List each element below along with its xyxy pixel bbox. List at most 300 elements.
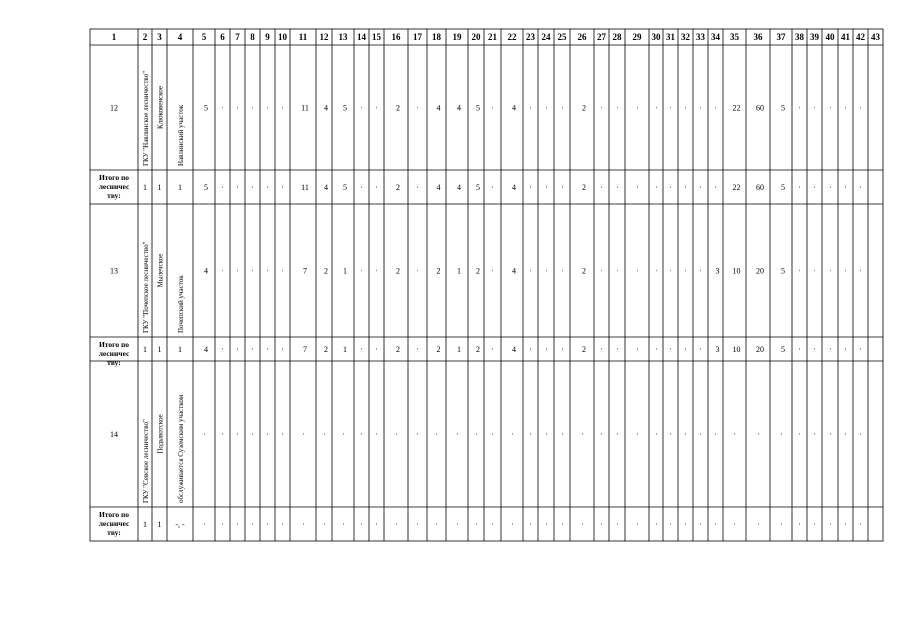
value-cell: 1 bbox=[343, 266, 347, 276]
column-number-4: 4 bbox=[177, 32, 183, 42]
value-cell: 5 bbox=[781, 103, 785, 113]
value-cell: - bbox=[528, 433, 535, 435]
value-cell: - bbox=[374, 106, 381, 109]
column-number-31: 31 bbox=[666, 32, 675, 42]
value-cell: - bbox=[797, 348, 804, 350]
value-cell: - bbox=[510, 523, 516, 525]
value-cell: 5 bbox=[781, 266, 785, 276]
value-cell: - bbox=[359, 523, 366, 525]
column-number-11: 11 bbox=[298, 32, 308, 42]
value-cell: - bbox=[779, 433, 785, 435]
column-number-15: 15 bbox=[372, 32, 381, 42]
value-cell: - bbox=[599, 433, 606, 435]
value-cell: - bbox=[510, 433, 516, 435]
value-cell: - bbox=[797, 433, 804, 435]
total-label: лесничес bbox=[98, 349, 130, 358]
value-cell: - bbox=[698, 523, 705, 525]
value-cell: 4 bbox=[512, 266, 516, 276]
value-cell: - bbox=[220, 269, 227, 272]
column-number-16: 16 bbox=[391, 32, 401, 42]
value-cell: - bbox=[635, 269, 641, 272]
value-cell: - bbox=[843, 106, 850, 109]
value-cell: 20 bbox=[756, 345, 764, 354]
total-c4: 1 bbox=[178, 183, 182, 192]
value-cell: - bbox=[683, 523, 690, 525]
value-cell: 22 bbox=[732, 103, 741, 113]
total-c3: 1 bbox=[157, 183, 162, 192]
value-cell: - bbox=[828, 523, 834, 525]
value-cell: 2 bbox=[436, 266, 441, 276]
value-cell: 60 bbox=[756, 103, 764, 113]
value-cell: - bbox=[202, 523, 208, 525]
place-name: Клюковенское bbox=[156, 86, 165, 129]
value-cell: - bbox=[858, 348, 865, 350]
value-cell: 5 bbox=[781, 183, 785, 192]
column-number-29: 29 bbox=[632, 32, 642, 42]
table-border bbox=[90, 29, 883, 541]
column-number-41: 41 bbox=[841, 32, 850, 42]
value-cell: 7 bbox=[303, 345, 307, 354]
value-cell: - bbox=[544, 269, 550, 272]
value-cell: - bbox=[301, 523, 307, 525]
value-cell: - bbox=[812, 433, 819, 435]
total-label: тву: bbox=[107, 358, 121, 367]
value-cell: - bbox=[415, 348, 422, 350]
value-cell: - bbox=[280, 523, 287, 525]
value-cell: 4 bbox=[512, 103, 516, 113]
value-cell: - bbox=[858, 269, 865, 272]
org-name: ГКУ "Почепское лесничество" bbox=[142, 241, 150, 333]
value-cell: - bbox=[220, 348, 227, 350]
value-cell: 4 bbox=[436, 183, 441, 192]
value-cell: - bbox=[359, 186, 366, 188]
value-cell: - bbox=[779, 523, 785, 525]
value-cell: - bbox=[683, 433, 690, 435]
column-number-1: 1 bbox=[111, 32, 117, 42]
value-cell: - bbox=[394, 523, 400, 525]
value-cell: 5 bbox=[343, 103, 347, 113]
column-number-28: 28 bbox=[612, 32, 622, 42]
value-cell: - bbox=[490, 269, 497, 272]
value-cell: - bbox=[812, 523, 819, 525]
value-cell: - bbox=[394, 433, 400, 435]
value-cell: - bbox=[322, 433, 328, 435]
value-cell: - bbox=[528, 523, 535, 525]
value-cell: 4 bbox=[457, 103, 461, 113]
column-number-13: 13 bbox=[338, 32, 348, 42]
value-cell: 11 bbox=[301, 183, 309, 192]
value-cell: - bbox=[560, 186, 566, 188]
value-cell: 1 bbox=[343, 345, 347, 354]
value-cell: - bbox=[280, 186, 287, 188]
value-cell: - bbox=[812, 186, 819, 188]
value-cell: - bbox=[828, 433, 834, 435]
value-cell: - bbox=[528, 269, 535, 272]
value-cell: - bbox=[474, 433, 480, 435]
value-cell: - bbox=[812, 106, 819, 109]
value-cell: 2 bbox=[476, 266, 480, 276]
value-cell: - bbox=[301, 433, 307, 435]
value-cell: 3 bbox=[715, 345, 720, 354]
value-cell: - bbox=[280, 348, 287, 350]
value-cell: - bbox=[615, 523, 621, 525]
value-cell: - bbox=[615, 433, 621, 435]
value-cell: - bbox=[265, 348, 272, 350]
value-cell: - bbox=[828, 348, 834, 350]
value-cell: - bbox=[635, 433, 641, 435]
value-cell: - bbox=[359, 348, 366, 350]
value-cell: - bbox=[250, 186, 257, 188]
value-cell: - bbox=[812, 269, 819, 272]
column-number-21: 21 bbox=[488, 32, 497, 42]
value-cell: - bbox=[220, 433, 227, 435]
column-number-33: 33 bbox=[696, 32, 705, 42]
value-cell: - bbox=[235, 106, 242, 109]
value-cell: - bbox=[374, 269, 381, 272]
value-cell: - bbox=[858, 523, 865, 525]
value-cell: - bbox=[220, 106, 227, 109]
value-cell: - bbox=[544, 106, 550, 109]
value-cell: - bbox=[756, 523, 762, 525]
value-cell: - bbox=[713, 523, 720, 525]
value-cell: - bbox=[668, 348, 675, 350]
value-cell: - bbox=[490, 186, 497, 188]
column-number-22: 22 bbox=[507, 32, 517, 42]
value-cell: 4 bbox=[324, 183, 328, 192]
value-cell: 10 bbox=[732, 345, 741, 354]
value-cell: - bbox=[713, 186, 720, 188]
total-label: Итого по bbox=[98, 173, 130, 182]
value-cell: 10 bbox=[732, 266, 741, 276]
column-number-12: 12 bbox=[319, 32, 329, 42]
value-cell: - bbox=[635, 348, 641, 350]
value-cell: - bbox=[828, 186, 834, 188]
value-cell: - bbox=[434, 523, 441, 525]
value-cell: 5 bbox=[343, 183, 347, 192]
value-cell: - bbox=[812, 348, 819, 350]
total-c4: -, - bbox=[175, 520, 185, 529]
column-number-19: 19 bbox=[452, 32, 462, 42]
value-cell: - bbox=[615, 269, 621, 272]
value-cell: - bbox=[455, 433, 461, 435]
value-cell: - bbox=[374, 433, 381, 435]
value-cell: 4 bbox=[512, 345, 516, 354]
value-cell: - bbox=[580, 523, 586, 525]
value-cell: - bbox=[560, 106, 566, 109]
value-cell: 20 bbox=[756, 266, 764, 276]
value-cell: - bbox=[615, 186, 621, 188]
value-cell: - bbox=[250, 348, 257, 350]
value-cell: - bbox=[654, 106, 660, 109]
value-cell: - bbox=[220, 523, 227, 525]
value-cell: - bbox=[599, 186, 606, 188]
value-cell: - bbox=[797, 523, 804, 525]
value-cell: - bbox=[455, 523, 461, 525]
value-cell: - bbox=[668, 186, 675, 188]
value-cell: - bbox=[683, 186, 690, 188]
total-label: тву: bbox=[107, 528, 121, 537]
value-cell: 2 bbox=[582, 183, 586, 192]
total-c4: 1 bbox=[178, 345, 182, 354]
value-cell: 1 bbox=[457, 266, 461, 276]
value-cell: 22 bbox=[732, 183, 741, 192]
column-number-30: 30 bbox=[651, 32, 661, 42]
column-number-23: 23 bbox=[526, 32, 535, 42]
column-number-2: 2 bbox=[142, 32, 148, 42]
value-cell: - bbox=[560, 433, 566, 435]
column-number-27: 27 bbox=[597, 32, 606, 42]
value-cell: 4 bbox=[204, 345, 208, 354]
value-cell: - bbox=[341, 433, 347, 435]
value-cell: - bbox=[698, 433, 705, 435]
row-number: 12 bbox=[110, 103, 118, 113]
value-cell: - bbox=[341, 523, 347, 525]
value-cell: 4 bbox=[324, 103, 328, 113]
value-cell: - bbox=[732, 433, 739, 435]
column-number-20: 20 bbox=[471, 32, 481, 42]
org-name: ГКУ "Навлинское лесничество" bbox=[142, 70, 150, 166]
section-name: Почепский участок bbox=[177, 275, 185, 333]
column-number-36: 36 bbox=[753, 32, 763, 42]
value-cell: - bbox=[280, 269, 287, 272]
total-label: Итого по bbox=[98, 510, 130, 519]
value-cell: - bbox=[359, 106, 366, 109]
value-cell: - bbox=[843, 348, 850, 350]
value-cell: - bbox=[374, 348, 381, 350]
value-cell: 2 bbox=[396, 345, 400, 354]
value-cell: - bbox=[235, 523, 242, 525]
value-cell: - bbox=[280, 433, 287, 435]
column-number-43: 43 bbox=[871, 32, 880, 42]
value-cell: - bbox=[635, 186, 641, 188]
column-number-38: 38 bbox=[795, 32, 804, 42]
value-cell: - bbox=[528, 348, 535, 350]
value-cell: - bbox=[220, 186, 227, 188]
value-cell: - bbox=[359, 433, 366, 435]
value-cell: - bbox=[713, 106, 720, 109]
column-number-8: 8 bbox=[250, 32, 255, 42]
value-cell: 2 bbox=[582, 266, 586, 276]
value-cell: - bbox=[698, 186, 705, 188]
total-c3: 1 bbox=[157, 345, 162, 354]
column-number-3: 3 bbox=[157, 32, 162, 42]
section-name: обслуживается Суземским участком bbox=[177, 394, 185, 503]
place-name: Подывотское bbox=[156, 414, 165, 454]
value-cell: - bbox=[843, 186, 850, 188]
total-c2: 1 bbox=[143, 345, 147, 354]
value-cell: - bbox=[544, 348, 550, 350]
value-cell: - bbox=[732, 523, 739, 525]
value-cell: - bbox=[415, 186, 422, 188]
value-cell: - bbox=[434, 433, 441, 435]
value-cell: 4 bbox=[457, 183, 461, 192]
value-cell: - bbox=[797, 269, 804, 272]
column-number-32: 32 bbox=[681, 32, 690, 42]
column-number-37: 37 bbox=[776, 32, 786, 42]
value-cell: 5 bbox=[781, 345, 785, 354]
value-cell: - bbox=[683, 348, 690, 350]
total-label: лесничес bbox=[98, 519, 130, 528]
value-cell: - bbox=[599, 348, 606, 350]
value-cell: - bbox=[250, 106, 257, 109]
value-cell: 2 bbox=[582, 103, 586, 113]
total-c2: 1 bbox=[143, 520, 147, 529]
value-cell: - bbox=[668, 106, 675, 109]
value-cell: - bbox=[654, 523, 660, 525]
value-cell: - bbox=[828, 106, 834, 109]
value-cell: 60 bbox=[756, 183, 764, 192]
column-number-39: 39 bbox=[810, 32, 819, 42]
value-cell: - bbox=[544, 186, 550, 188]
value-cell: - bbox=[858, 433, 865, 435]
column-number-26: 26 bbox=[577, 32, 587, 42]
value-cell: - bbox=[683, 269, 690, 272]
column-number-17: 17 bbox=[413, 32, 422, 42]
column-number-40: 40 bbox=[825, 32, 835, 42]
value-cell: 4 bbox=[436, 103, 441, 113]
value-cell: 4 bbox=[204, 266, 208, 276]
value-cell: - bbox=[490, 348, 497, 350]
column-number-10: 10 bbox=[278, 32, 287, 42]
column-number-24: 24 bbox=[541, 32, 551, 42]
total-label: лесничес bbox=[98, 182, 130, 191]
value-cell: - bbox=[668, 433, 675, 435]
total-c3: 1 bbox=[157, 520, 162, 529]
column-number-7: 7 bbox=[235, 32, 240, 42]
value-cell: - bbox=[280, 106, 287, 109]
row-number: 14 bbox=[110, 430, 118, 439]
value-cell: 11 bbox=[301, 103, 309, 113]
value-cell: - bbox=[858, 106, 865, 109]
column-number-18: 18 bbox=[432, 32, 441, 42]
column-number-25: 25 bbox=[557, 32, 567, 42]
value-cell: - bbox=[599, 106, 606, 109]
value-cell: - bbox=[843, 269, 850, 272]
value-cell: - bbox=[797, 106, 804, 109]
value-cell: - bbox=[544, 523, 550, 525]
value-cell: - bbox=[415, 433, 422, 435]
value-cell: - bbox=[843, 433, 850, 435]
value-cell: - bbox=[858, 186, 865, 188]
value-cell: - bbox=[698, 269, 705, 272]
value-cell: - bbox=[560, 523, 566, 525]
value-cell: - bbox=[635, 523, 641, 525]
column-number-5: 5 bbox=[201, 32, 207, 42]
value-cell: - bbox=[683, 106, 690, 109]
total-c2: 1 bbox=[143, 183, 147, 192]
value-cell: - bbox=[235, 186, 242, 188]
org-name: ГКУ "Севское лесничество" bbox=[142, 419, 150, 503]
value-cell: - bbox=[528, 186, 535, 188]
column-number-14: 14 bbox=[357, 32, 366, 42]
value-cell: - bbox=[615, 348, 621, 350]
value-cell: - bbox=[490, 523, 497, 525]
value-cell: - bbox=[654, 186, 660, 188]
value-cell: - bbox=[265, 186, 272, 188]
value-cell: 2 bbox=[436, 345, 441, 354]
value-cell: 2 bbox=[396, 183, 400, 192]
value-cell: 2 bbox=[396, 266, 400, 276]
value-cell: 5 bbox=[476, 183, 480, 192]
column-number-42: 42 bbox=[856, 32, 865, 42]
value-cell: 5 bbox=[204, 103, 208, 113]
value-cell: - bbox=[265, 269, 272, 272]
value-cell: 5 bbox=[476, 103, 480, 113]
value-cell: 2 bbox=[476, 345, 480, 354]
value-cell: 5 bbox=[204, 183, 208, 192]
value-cell: 2 bbox=[582, 345, 586, 354]
value-cell: - bbox=[490, 106, 497, 109]
row-number: 13 bbox=[110, 266, 118, 276]
value-cell: - bbox=[828, 269, 834, 272]
section-name: Навлинский участок bbox=[177, 104, 185, 166]
value-cell: - bbox=[698, 106, 705, 109]
value-cell: 2 bbox=[396, 103, 400, 113]
value-cell: - bbox=[654, 348, 660, 350]
value-cell: - bbox=[615, 106, 621, 109]
value-cell: - bbox=[560, 269, 566, 272]
value-cell: 3 bbox=[715, 266, 720, 276]
value-cell: - bbox=[544, 433, 550, 435]
value-cell: 1 bbox=[457, 345, 461, 354]
value-cell: - bbox=[713, 433, 720, 435]
value-cell: - bbox=[599, 269, 606, 272]
value-cell: - bbox=[635, 106, 641, 109]
value-cell: - bbox=[250, 269, 257, 272]
value-cell: - bbox=[250, 523, 257, 525]
value-cell: - bbox=[322, 523, 328, 525]
value-cell: - bbox=[580, 433, 586, 435]
value-cell: - bbox=[654, 433, 660, 435]
value-cell: - bbox=[374, 523, 381, 525]
value-cell: - bbox=[265, 523, 272, 525]
column-number-6: 6 bbox=[220, 32, 225, 42]
value-cell: - bbox=[654, 269, 660, 272]
value-cell: - bbox=[843, 523, 850, 525]
place-name: Мылечское bbox=[156, 253, 165, 288]
value-cell: - bbox=[235, 269, 242, 272]
value-cell: - bbox=[599, 523, 606, 525]
total-label: Итого по bbox=[98, 340, 130, 349]
value-cell: - bbox=[415, 106, 422, 109]
value-cell: - bbox=[235, 348, 242, 350]
column-number-34: 34 bbox=[711, 32, 720, 42]
column-number-35: 35 bbox=[730, 32, 739, 42]
value-cell: - bbox=[490, 433, 497, 435]
value-cell: - bbox=[528, 106, 535, 109]
value-cell: - bbox=[359, 269, 366, 272]
total-label: тву: bbox=[107, 191, 121, 200]
value-cell: - bbox=[756, 433, 762, 435]
value-cell: - bbox=[668, 523, 675, 525]
value-cell: - bbox=[202, 433, 208, 435]
value-cell: - bbox=[797, 186, 804, 188]
value-cell: - bbox=[374, 186, 381, 188]
value-cell: 2 bbox=[324, 266, 328, 276]
value-cell: 4 bbox=[512, 183, 516, 192]
value-cell: - bbox=[250, 433, 257, 435]
column-number-9: 9 bbox=[265, 32, 270, 42]
value-cell: - bbox=[265, 106, 272, 109]
value-cell: 7 bbox=[303, 266, 307, 276]
value-cell: - bbox=[560, 348, 566, 350]
value-cell: - bbox=[474, 523, 480, 525]
value-cell: - bbox=[668, 269, 675, 272]
value-cell: - bbox=[698, 348, 705, 350]
value-cell: - bbox=[235, 433, 242, 435]
value-cell: - bbox=[415, 523, 422, 525]
value-cell: - bbox=[415, 269, 422, 272]
